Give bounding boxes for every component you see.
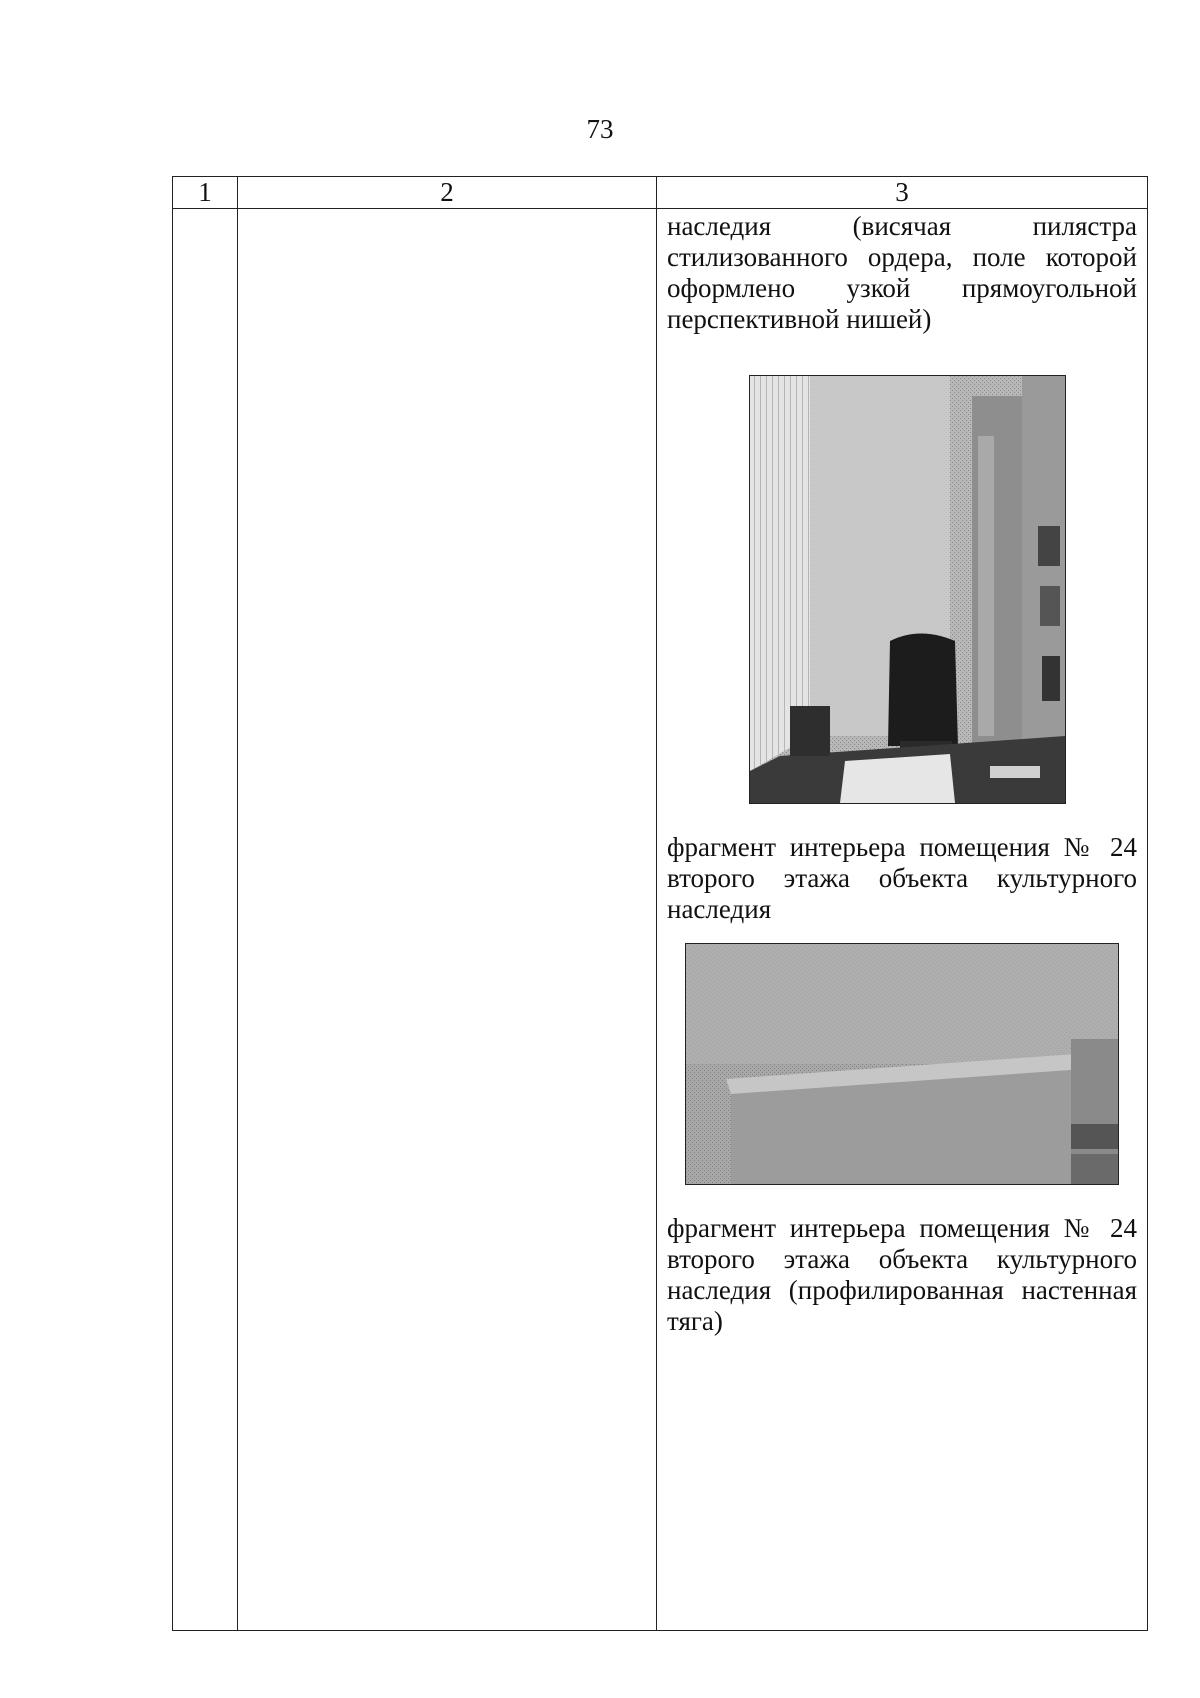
interior-photo-cornice-icon	[686, 944, 1118, 1184]
page-number: 73	[586, 114, 614, 144]
interior-photo-room-icon	[750, 376, 1065, 803]
photo-caption-2: фрагмент интерьера помещения № 24 второго этажа объекта культурного наследия (профилированная настенная тяга)	[667, 1213, 1137, 1336]
cell-col-2	[238, 209, 657, 1631]
table-header-row	[173, 177, 1148, 209]
table-row	[173, 209, 1148, 1631]
photo-caption-1: фрагмент интерьера помещения № 24 второго этажа объекта культурного наследия	[667, 832, 1137, 924]
header-col-2: 2	[238, 177, 657, 209]
cell-col-3	[657, 209, 1148, 1631]
header-col-1: 1	[173, 177, 238, 209]
interior-photo-2	[685, 943, 1119, 1185]
cell-col-1	[173, 209, 238, 1631]
interior-photo-1	[749, 375, 1066, 804]
document-table	[172, 176, 1148, 1631]
header-col-3: 3	[657, 177, 1148, 209]
description-paragraph: наследия (висячая пилястра стилизованного ордера, поле которой оформлено узкой прямоугольной перспективной нишей)	[667, 211, 1137, 334]
